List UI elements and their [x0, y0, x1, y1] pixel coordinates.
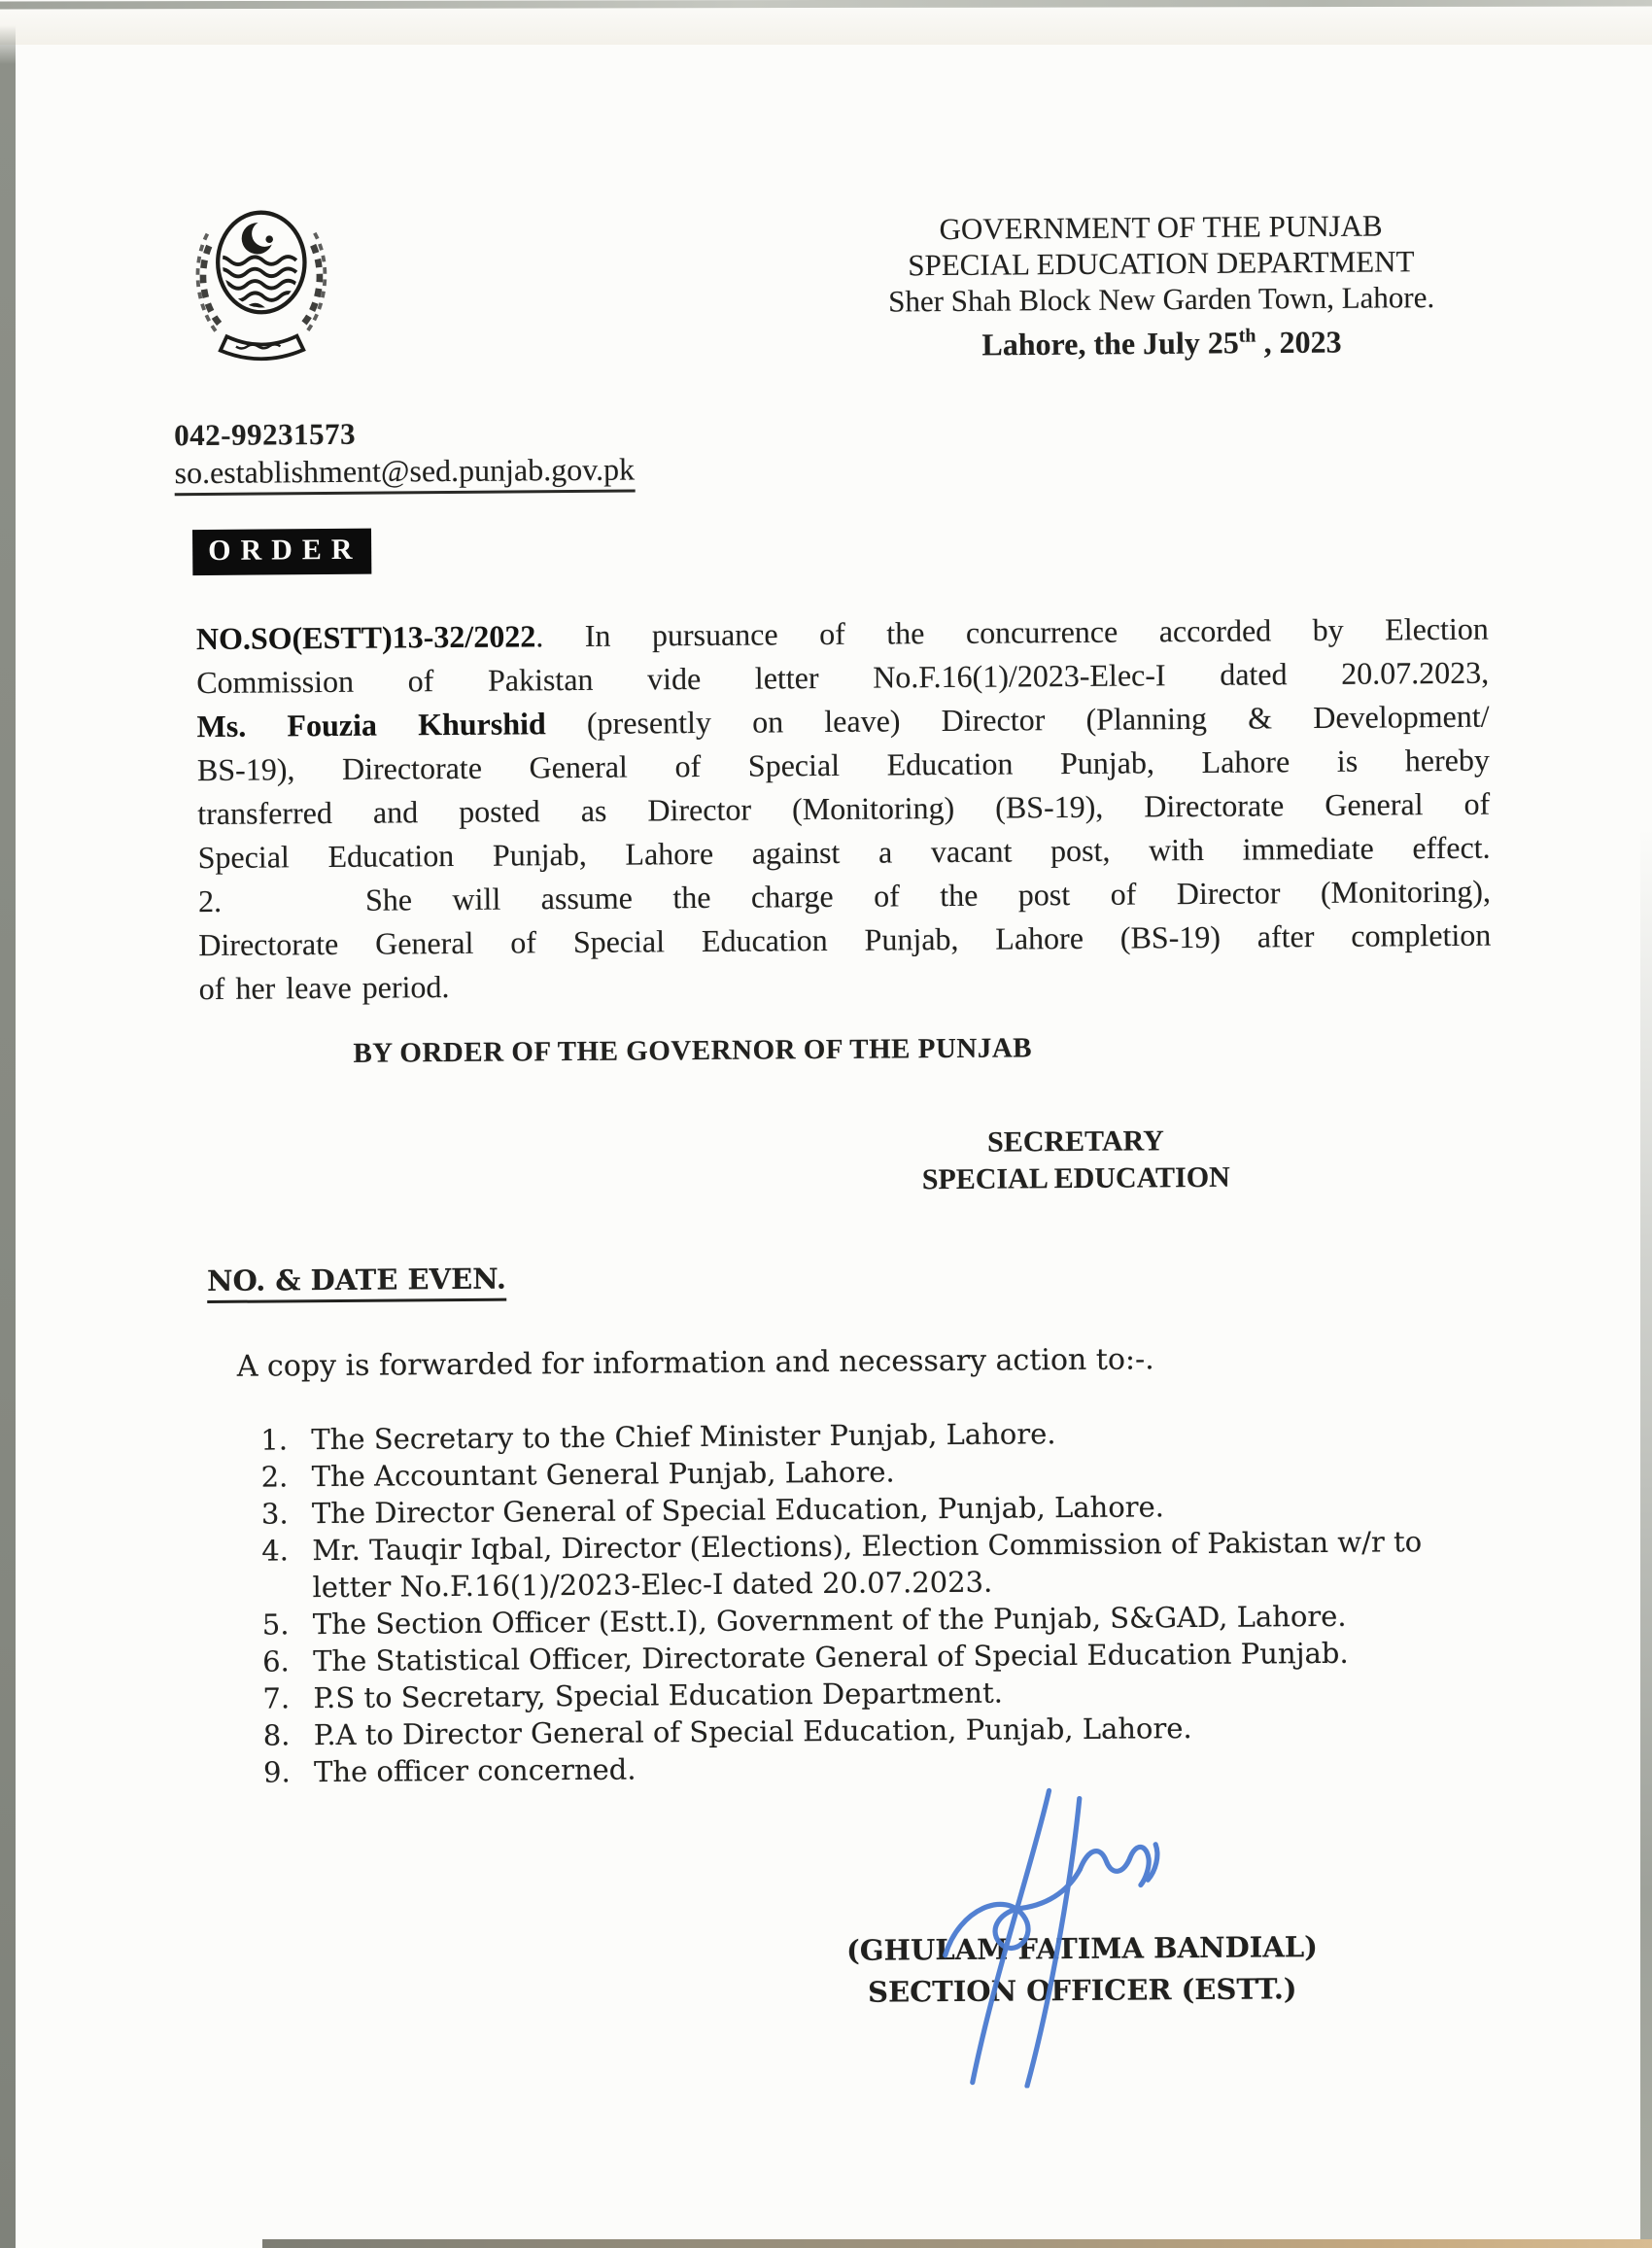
item-text: Mr. Tauqir Iqbal, Director (Elections), Election Commission of Pakistan w/r to — [312, 1525, 1423, 1568]
item-number: 6. — [262, 1644, 290, 1678]
email-address: so.establishment@sed.punjab.gov.pk — [174, 452, 635, 497]
item-number: 2. — [260, 1460, 289, 1494]
paragraph-line: BS-19), Directorate General of Special Education Punjab, Lahore is hereby — [196, 742, 1491, 788]
item-number: 7. — [262, 1681, 291, 1715]
paragraph-line: Commission of Pakistan vide letter No.F.16(1)/2023-Elec-I dated 20.07.2023, — [196, 654, 1490, 701]
signatory-designation: SECTION OFFICER (ESTT.) — [867, 1972, 1297, 2009]
date-ordinal: th — [1238, 325, 1256, 347]
paragraph-number: 2. — [197, 882, 223, 919]
item-text: letter No.F.16(1)/2023-Elec-I dated 20.07.2023. — [312, 1565, 993, 1605]
signatory-name: (GHULAM FATIMA BANDIAL) — [845, 1930, 1318, 1967]
letterhead — [791, 206, 1531, 364]
item-text: The officer concerned. — [313, 1752, 637, 1789]
item-number: 8. — [262, 1718, 291, 1752]
distribution-heading: NO. & DATE EVEN. — [207, 1262, 506, 1303]
item-text: The Secretary to the Chief Minister Punjab, Lahore. — [311, 1417, 1056, 1457]
date-text: Lahore, the July 25 — [981, 325, 1239, 363]
item-text: The Section Officer (Estt.I), Government of the Punjab, S&GAD, Lahore. — [312, 1599, 1347, 1642]
signatory-department: SPECIAL EDUCATION — [921, 1160, 1230, 1196]
distribution-list — [260, 1411, 1517, 1790]
paragraph-line: of her leave period. — [198, 969, 450, 1007]
reference-number: NO.SO(ESTT)13-32/2022 — [195, 618, 536, 657]
government-name: GOVERNMENT OF THE PUNJAB — [939, 208, 1383, 247]
order-heading: ORDER — [192, 529, 372, 575]
officer-name: Ms. Fouzia Khurshid — [196, 706, 546, 744]
item-text: The Director General of Special Education, Punjab, Lahore. — [311, 1490, 1165, 1531]
date-year: , 2023 — [1256, 324, 1342, 361]
department-name: SPECIAL EDUCATION DEPARTMENT — [908, 244, 1415, 283]
paragraph-line: NO.SO(ESTT)13-32/2022. In pursuance of the concurrence accorded by Election — [195, 610, 1489, 657]
item-text: The Accountant General Punjab, Lahore. — [311, 1455, 895, 1494]
item-number: 4. — [261, 1534, 290, 1568]
paragraph-2 — [198, 870, 1492, 1011]
punjab-government-emblem-icon — [187, 200, 335, 378]
item-number: 5. — [261, 1608, 290, 1642]
phone-number: 042-99231573 — [174, 416, 357, 453]
handwritten-signature-icon — [899, 1783, 1185, 2089]
signatory-role — [779, 1122, 1373, 1200]
item-number: 1. — [260, 1423, 289, 1457]
item-text: P.S to Secretary, Special Education Department. — [313, 1676, 1004, 1715]
department-address: Sher Shah Block New Garden Town, Lahore. — [888, 280, 1435, 319]
signatory-title: SECRETARY — [986, 1124, 1164, 1159]
item-number: 9. — [262, 1755, 291, 1789]
paragraph-line: transferred and posted as Director (Monitoring) (BS-19), Directorate General of — [197, 785, 1491, 832]
paragraph-line: Ms. Fouzia Khurshid (presently on leave) Director (Planning & Development/ — [196, 698, 1490, 744]
order-paragraph — [196, 607, 1491, 880]
paragraph-line: Special Education Punjab, Lahore against a vacant post, with immediate effect. — [197, 829, 1491, 876]
item-number: 3. — [260, 1497, 289, 1531]
item-number — [261, 1569, 312, 1606]
paragraph-line: 2. She will assume the charge of the post of Director (Monitoring), — [198, 870, 1491, 923]
distribution-intro: A copy is forwarded for information and necessary action to:-. — [236, 1342, 1154, 1384]
letter-date — [792, 315, 1531, 364]
item-text: The Statistical Officer, Directorate General of Special Education Punjab. — [313, 1636, 1349, 1678]
paragraph-line: Directorate General of Special Education Punjab, Lahore (BS-19) after completion — [198, 916, 1492, 963]
by-order-line: BY ORDER OF THE GOVERNOR OF THE PUNJAB — [353, 1032, 1033, 1069]
item-text: P.A to Director General of Special Education, Punjab, Lahore. — [313, 1712, 1192, 1752]
